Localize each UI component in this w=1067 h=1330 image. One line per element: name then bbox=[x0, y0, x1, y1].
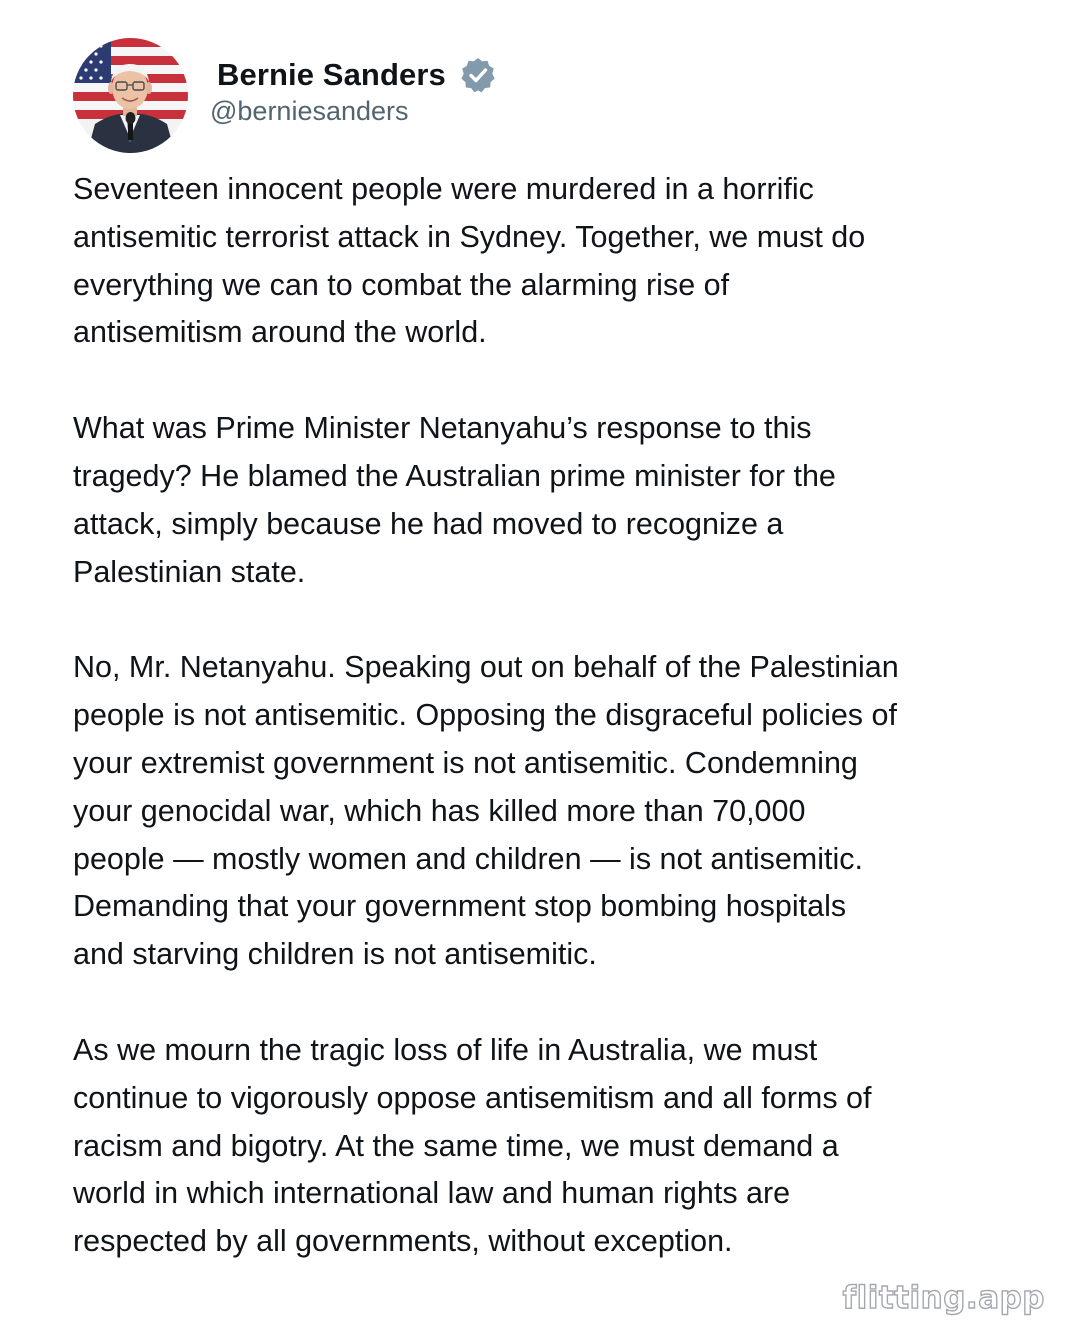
watermark: flitting.app bbox=[842, 1280, 1045, 1316]
author-handle[interactable]: @berniesanders bbox=[210, 96, 409, 126]
post-header bbox=[73, 38, 498, 153]
name-row bbox=[217, 56, 498, 94]
avatar[interactable] bbox=[73, 38, 188, 153]
post-paragraph-3: No, Mr. Netanyahu. Speaking out on behalf of the Palestinian people is not antisemitic. Opposing the disgraceful policies of your extremist government is not antisemitic. Condemning your genocidal war, which has killed more than 70,000 people — mostly women and children — is not antisemitic. Demanding that your government stop bombing hospitals and starving children is not antisemitic. bbox=[73, 650, 899, 972]
post-paragraph-2: What was Prime Minister Netanyahu’s response to this tragedy? He blamed the Australian prime minister for the attack, simply because he had moved to recognize a Palestinian state. bbox=[73, 411, 836, 589]
post-body bbox=[73, 166, 1023, 1314]
post-paragraph-4: As we mourn the tragic loss of life in Australia, we must continue to vigorously oppose antisemitism and all forms of racism and bigotry. At the same time, we must demand a world in which international law and human rights are respected by all governments, without exception. bbox=[73, 1032, 872, 1259]
post-paragraph-1: Seventeen innocent people were murdered in a horrific antisemitic terrorist attack in Sydney. Together, we must do everything we can to combat the alarming rise of antisemitism around the world. bbox=[73, 172, 866, 350]
author-display-name[interactable]: Bernie Sanders bbox=[217, 57, 446, 92]
author-identity bbox=[210, 56, 498, 128]
verified-badge-icon bbox=[458, 55, 498, 95]
profile-photo-avatar-icon bbox=[73, 38, 188, 153]
